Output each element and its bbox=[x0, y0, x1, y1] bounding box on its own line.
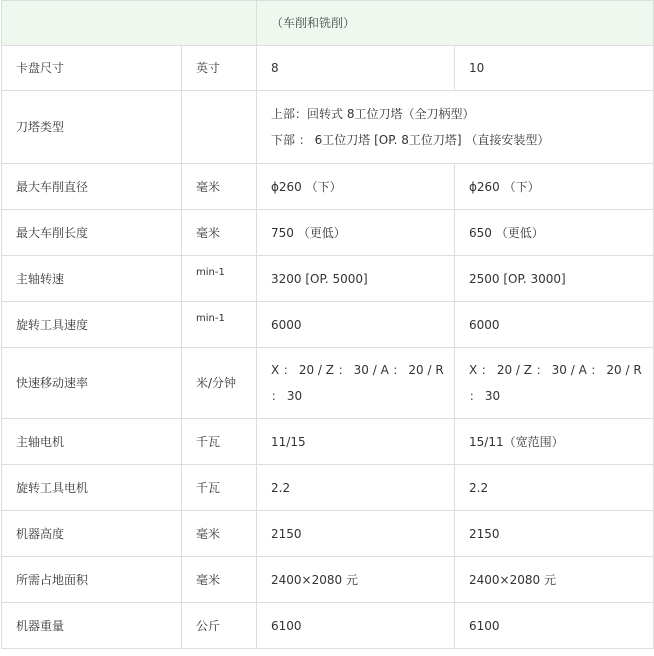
table-header-row bbox=[2, 1, 654, 46]
row-value-b: 10 bbox=[455, 46, 654, 91]
table-row bbox=[2, 511, 654, 557]
row-label: 最大车削直径 bbox=[2, 164, 182, 210]
row-value-a: 2400×2080 元 bbox=[257, 557, 455, 603]
row-value-a bbox=[257, 348, 455, 419]
row-label: 旋转工具速度 bbox=[2, 302, 182, 348]
row-unit: 千瓦 bbox=[182, 465, 257, 511]
traverse-rate-line1: X ： 20 / Z ： 30 / A ： 20 / R bbox=[469, 363, 642, 377]
row-unit: 毫米 bbox=[182, 164, 257, 210]
row-unit: 毫米 bbox=[182, 210, 257, 256]
table-row bbox=[2, 603, 654, 649]
row-unit: 英寸 bbox=[182, 46, 257, 91]
header-blank-cell bbox=[2, 1, 257, 46]
turret-upper-text: 上部：回转式 8工位刀塔（全刀柄型） bbox=[271, 107, 475, 121]
row-value-a: 2150 bbox=[257, 511, 455, 557]
row-unit: 公斤 bbox=[182, 603, 257, 649]
traverse-rate-line1: X ： 20 / Z ： 30 / A ： 20 / R bbox=[271, 363, 444, 377]
turret-lower-text: 下部 ： 6工位刀塔 [OP. 8工位刀塔] （直接安装型） bbox=[271, 133, 550, 147]
row-value-b: 6000 bbox=[455, 302, 654, 348]
row-value-b: 2500 [OP. 3000] bbox=[455, 256, 654, 302]
row-label: 快速移动速率 bbox=[2, 348, 182, 419]
table-row bbox=[2, 256, 654, 302]
table-row bbox=[2, 557, 654, 603]
row-value-a: 6000 bbox=[257, 302, 455, 348]
row-value-a: ϕ260 （下） bbox=[257, 164, 455, 210]
row-unit: 千瓦 bbox=[182, 419, 257, 465]
row-unit: 毫米 bbox=[182, 511, 257, 557]
row-value-b: 2400×2080 元 bbox=[455, 557, 654, 603]
row-unit: min-1 bbox=[182, 302, 257, 348]
row-unit: 毫米 bbox=[182, 557, 257, 603]
row-value-b: ϕ260 （下） bbox=[455, 164, 654, 210]
row-value-b: 15/11（宽范围） bbox=[455, 419, 654, 465]
table-row bbox=[2, 210, 654, 256]
header-title: （车削和铣削） bbox=[257, 1, 654, 46]
table-row bbox=[2, 164, 654, 210]
row-value-b: 6100 bbox=[455, 603, 654, 649]
table-row bbox=[2, 348, 654, 419]
table-row bbox=[2, 91, 654, 164]
row-value-b bbox=[455, 348, 654, 419]
row-label: 主轴转速 bbox=[2, 256, 182, 302]
row-label: 机器高度 bbox=[2, 511, 182, 557]
row-label: 卡盘尺寸 bbox=[2, 46, 182, 91]
table-row bbox=[2, 46, 654, 91]
row-unit bbox=[182, 91, 257, 164]
row-value-a: 6100 bbox=[257, 603, 455, 649]
row-value-b: 650 （更低） bbox=[455, 210, 654, 256]
row-label: 刀塔类型 bbox=[2, 91, 182, 164]
row-label: 旋转工具电机 bbox=[2, 465, 182, 511]
table-row bbox=[2, 302, 654, 348]
row-label: 所需占地面积 bbox=[2, 557, 182, 603]
row-label: 机器重量 bbox=[2, 603, 182, 649]
row-unit: 米/分钟 bbox=[182, 348, 257, 419]
row-value-a: 750 （更低） bbox=[257, 210, 455, 256]
row-value-b: 2150 bbox=[455, 511, 654, 557]
row-label: 最大车削长度 bbox=[2, 210, 182, 256]
table-row bbox=[2, 419, 654, 465]
traverse-rate-line2: ： 30 bbox=[271, 389, 303, 403]
traverse-rate-line2: ： 30 bbox=[469, 389, 501, 403]
row-value-a: 8 bbox=[257, 46, 455, 91]
row-value-a: 11/15 bbox=[257, 419, 455, 465]
row-unit: min-1 bbox=[182, 256, 257, 302]
row-value-a: 2.2 bbox=[257, 465, 455, 511]
row-label: 主轴电机 bbox=[2, 419, 182, 465]
table-row bbox=[2, 465, 654, 511]
row-value-merged bbox=[257, 91, 654, 164]
row-value-b: 2.2 bbox=[455, 465, 654, 511]
row-value-a: 3200 [OP. 5000] bbox=[257, 256, 455, 302]
spec-table bbox=[1, 0, 654, 649]
